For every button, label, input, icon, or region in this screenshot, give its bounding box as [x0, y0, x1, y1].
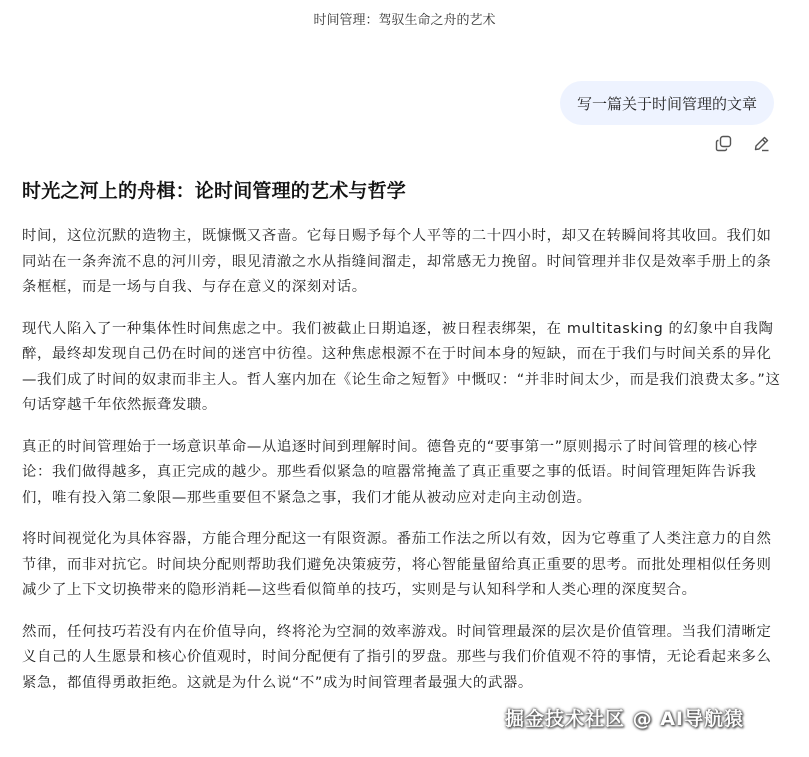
article-paragraph: 时间，这位沉默的造物主，既慷慨又吝啬。它每日赐予每个人平等的二十四小时，却又在转瞬间将其收回。我们如同站在一条奔流不息的河川旁，眼见清澈之水从指缝间溜走，却常感无力挽留。时间管理并非仅是效率手册上的条条框框，而是一场与自我、与存在意义的深刻对话。 — [22, 228, 772, 295]
conversation-title: 时间管理：驾驭生命之舟的艺术 — [313, 13, 496, 28]
article-paragraph: 将时间视觉化为具体容器，方能合理分配这一有限资源。番茄工作法之所以有效，因为它尊重了人类注意力的自然节律，而非对抗它。时间块分配则帮助我们避免决策疲劳，将心智能量留给真正重要的思考。而批处理相似任务则减少了上下文切换带来的隐形消耗—这些看似简单的技巧，实则是与认知科学和人类心理的深度契合。 — [22, 531, 772, 598]
article-paragraph: 然而，任何技巧若没有内在价值导向，终将沦为空洞的效率游戏。时间管理最深的层次是价值管理。当我们清晰定义自己的人生愿景和核心价值观时，时间分配便有了指引的罗盘。那些与我们价值观不符的事情，无论看起来多么紧急，都值得勇敢拒绝。这就是为什么说“不”成为时间管理者最强大的武器。 — [22, 623, 772, 691]
copy-button[interactable] — [713, 135, 733, 155]
edit-icon — [753, 135, 770, 156]
user-message-bubble — [560, 81, 774, 125]
edit-button[interactable] — [751, 135, 771, 155]
assistant-response — [22, 176, 782, 712]
copy-icon — [715, 135, 732, 156]
message-actions — [713, 135, 771, 155]
article-paragraph: 真正的时间管理始于一场意识革命—从追逐时间到理解时间。德鲁克的“要事第一”原则揭示了时间管理的核心悖论：我们做得越多，真正完成的越少。那些看似紧急的喧嚣常掩盖了真正重要之事的低语。时间管理矩阵告诉我们，唯有投入第二象限—那些重要但不紧急之事，我们才能从被动应对走向主动创造。 — [22, 438, 758, 506]
watermark: 掘金技术社区 @ AI导航猿 — [505, 708, 745, 730]
article-paragraph: 现代人陷入了一种集体性时间焦虑之中。我们被截止日期追逐，被日程表绑架，在 multitasking 的幻象中自我陶醉，最终却发现自己仍在时间的迷宫中彷徨。这种焦虑根源不在于时间本身的短缺，而在于我们与时间关系的异化—我们成了时间的奴隶而非主人。哲人塞内加在《论生命之短暂》中慨叹：“并非时间太少，而是我们浪费太多。”这句话穿越千年依然振聋发聩。 — [22, 320, 781, 413]
article-heading: 时光之河上的舟楫：论时间管理的艺术与哲学 — [22, 180, 407, 202]
user-message-text: 写一篇关于时间管理的文章 — [576, 94, 757, 113]
